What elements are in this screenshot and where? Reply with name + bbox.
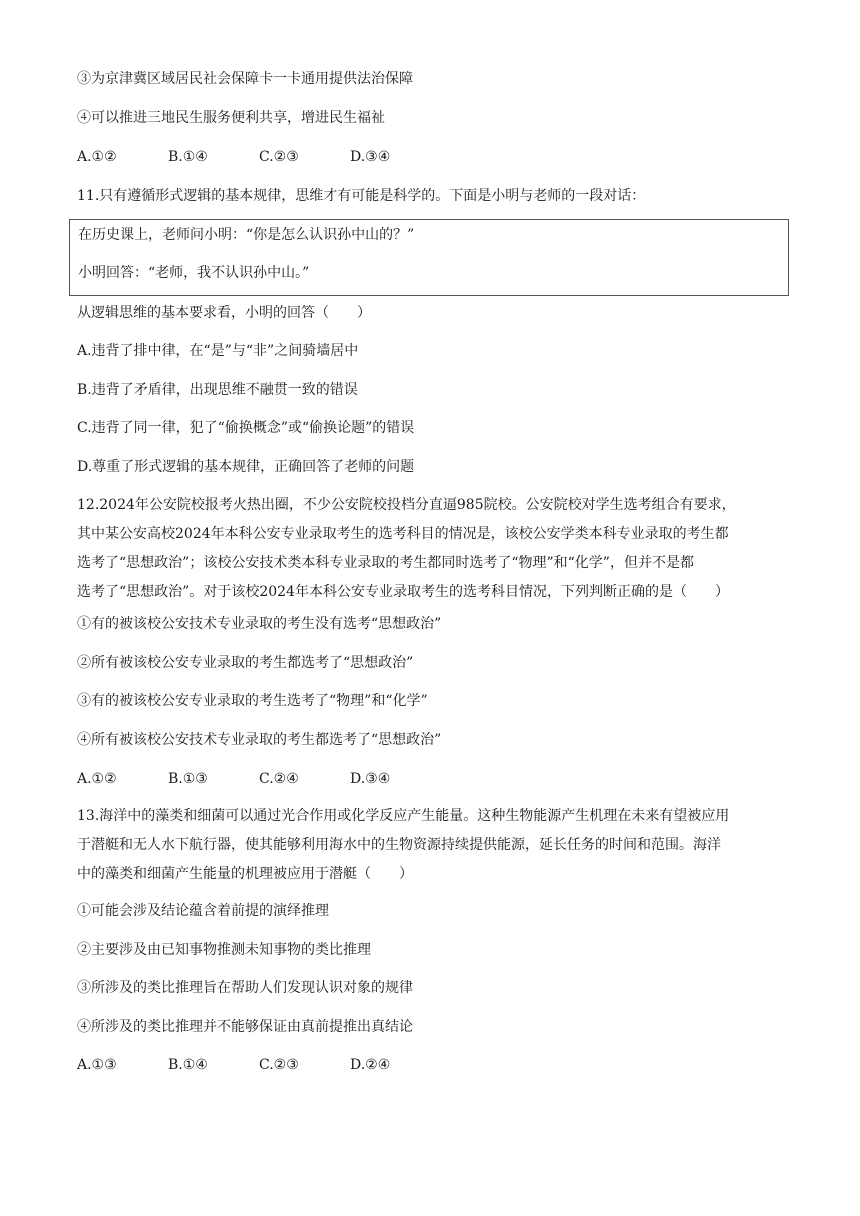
q10-item-4: ④可以推进三地民生服务便利共享，增进民生福祉 [77,110,385,126]
q13-option-c[interactable]: C.②③ [259,1057,299,1073]
q12-option-d[interactable]: D.③④ [350,771,391,787]
q11-dialog-line-2: 小明回答：“老师，我不认识孙中山。” [78,265,310,281]
q11-question: 从逻辑思维的基本要求看，小明的回答（ ） [77,305,371,321]
q11-choice-d[interactable]: D.尊重了形式逻辑的基本规律，正确回答了老师的问题 [77,459,415,475]
q12-stem-line-2: 其中某公安高校2024年本科公安专业录取考生的选考科目的情况是，该校公安学类本科专业录取的考生都 [77,526,729,542]
q10-option-c[interactable]: C.②③ [259,149,299,165]
q11-stem: 11.只有遵循形式逻辑的基本规律，思维才有可能是科学的。下面是小明与老师的一段对话： [77,188,646,204]
q12-option-b[interactable]: B.①③ [168,771,208,787]
q12-option-a[interactable]: A.①② [77,771,117,787]
q13-option-b[interactable]: B.①④ [168,1057,208,1073]
q11-choice-a[interactable]: A.违背了排中律，在“是”与“非”之间骑墙居中 [77,343,359,359]
q12-item-3: ③有的被该校公安专业录取的考生选考了“物理”和“化学” [77,693,428,709]
q10-item-3: ③为京津冀区域居民社会保障卡一卡通用提供法治保障 [77,71,413,87]
q12-item-1: ①有的被该校公安技术专业录取的考生没有选考“思想政治” [77,616,442,632]
q10-option-a[interactable]: A.①② [77,149,117,165]
q12-stem-line-3: 选考了“思想政治”；该校公安技术类本科专业录取的考生都同时选考了“物理”和“化学”，但并不是都 [77,555,694,571]
q13-option-d[interactable]: D.②④ [350,1057,391,1073]
q13-stem-line-3: 中的藻类和细菌产生能量的机理被应用于潜艇（ ） [77,866,413,882]
q13-item-2: ②主要涉及由已知事物推测未知事物的类比推理 [77,942,371,958]
q11-choice-c[interactable]: C.违背了同一律，犯了“偷换概念”或“偷换论题”的错误 [77,420,415,436]
q11-dialog-box [69,219,789,296]
q11-choice-b[interactable]: B.违背了矛盾律，出现思维不融贯一致的错误 [77,382,358,398]
q13-stem-line-1: 13.海洋中的藻类和细菌可以通过光合作用或化学反应产生能量。这种生物能源产生机理在未来有望被应用 [77,808,730,824]
q13-item-3: ③所涉及的类比推理旨在帮助人们发现认识对象的规律 [77,980,413,996]
q10-option-b[interactable]: B.①④ [168,149,208,165]
q12-options [77,769,441,789]
q12-stem-line-1: 12.2024年公安院校报考火热出圈，不少公安院校投档分直逼985院校。公安院校对学生选考组合有要求， [77,497,736,513]
q13-item-1: ①可能会涉及结论蕴含着前提的演绎推理 [77,903,329,919]
q10-option-d[interactable]: D.③④ [350,149,391,165]
q12-option-c[interactable]: C.②④ [259,771,299,787]
q13-item-4: ④所涉及的类比推理并不能够保证由真前提推出真结论 [77,1019,413,1035]
q13-option-a[interactable]: A.①③ [77,1057,117,1073]
q13-stem-line-2: 于潜艇和无人水下航行器，使其能够利用海水中的生物资源持续提供能源，延长任务的时间和范围。海洋 [77,837,721,853]
q12-item-4: ④所有被该校公安技术专业录取的考生都选考了“思想政治” [77,732,442,748]
q13-options [77,1055,441,1075]
q11-dialog-line-1: 在历史课上，老师问小明：“你是怎么认识孙中山的？” [78,227,415,243]
q12-stem-line-4: 选考了“思想政治”。对于该校2024年本科公安专业录取考生的选考科目情况，下列判断正确的是（ ） [77,584,729,600]
q10-options [77,147,441,167]
q12-item-2: ②所有被该校公安专业录取的考生都选考了“思想政治” [77,655,414,671]
